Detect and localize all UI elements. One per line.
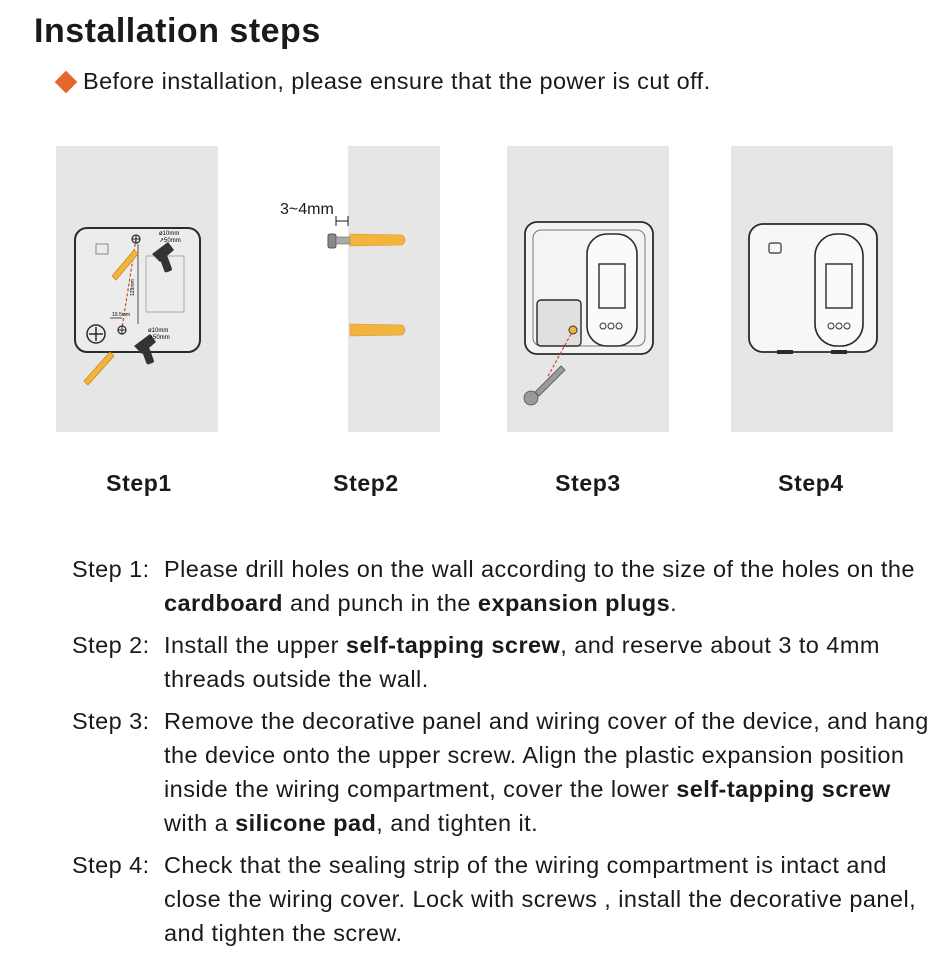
step1-depth-bottom: ↗50mm [148, 335, 170, 341]
warning-bullet-icon [55, 70, 78, 93]
step1-figure [56, 146, 218, 432]
instruction-step-1 [72, 552, 934, 620]
text-run: Please drill holes on the wall according to the size of the holes on the [164, 556, 915, 582]
power-warning-text: Before installation, please ensure that the power is cut off. [83, 68, 711, 94]
instruction-text [164, 632, 880, 692]
step2-label: Step2 [333, 470, 399, 496]
step1-hole-top: ø10mm [159, 231, 180, 237]
text-run: , and tighten it. [376, 810, 539, 836]
step4-illustration [731, 146, 893, 432]
instruction-label: Step 2: [72, 632, 150, 658]
instruction-step-2 [72, 628, 934, 696]
text-run: . [670, 590, 678, 616]
text-run: Install the upper [164, 632, 346, 658]
instruction-step-4 [72, 848, 934, 950]
step2-illustration [270, 146, 440, 432]
step1-label: Step1 [106, 470, 172, 496]
page-title: Installation steps [34, 12, 321, 50]
step4-label: Step4 [778, 470, 844, 496]
text-run: and punch in the [282, 590, 478, 616]
text-run: Check that the sealing strip of the wiring compartment is intact and close the wiring cover. Lock with screws , install the decorative panel, and tighten the screw. [164, 852, 917, 946]
bold-term: expansion plugs [477, 590, 671, 616]
step4-figure [731, 146, 893, 432]
text-run: with a [164, 810, 236, 836]
step1-depth-top: ↗50mm [159, 238, 181, 244]
step1-horizontal-offset: 19.5mm [112, 312, 131, 318]
instruction-label: Step 3: [72, 708, 150, 734]
instruction-text [164, 556, 915, 616]
text-run: , and reserve about 3 to 4mm threads outside the wall. [164, 632, 880, 692]
bold-term: self-tapping screw [345, 632, 561, 658]
step3-figure [507, 146, 669, 432]
step3-illustration [507, 146, 669, 432]
step3-label: Step3 [555, 470, 621, 496]
step1-illustration [56, 146, 218, 432]
instruction-text [164, 852, 916, 946]
instruction-step-3 [72, 704, 934, 840]
power-warning [56, 68, 711, 95]
bold-term: self-tapping screw [676, 776, 891, 802]
bold-term: cardboard [164, 590, 283, 616]
step1-vertical-spacing: 129mm [130, 279, 136, 296]
text-run: Remove the decorative panel and wiring cover of the device, and hang the device onto the upper screw. Align the plastic expansion position inside the wiring compartment, cover the lower [164, 708, 929, 802]
instruction-text [164, 708, 929, 836]
step1-hole-bottom: ø10mm [148, 328, 169, 334]
step2-thread-length: 3~4mm [280, 201, 334, 218]
instruction-label: Step 4: [72, 852, 150, 878]
instruction-label: Step 1: [72, 556, 150, 582]
step2-figure [270, 146, 440, 432]
instruction-list [72, 552, 934, 958]
bold-term: silicone pad [235, 810, 377, 836]
